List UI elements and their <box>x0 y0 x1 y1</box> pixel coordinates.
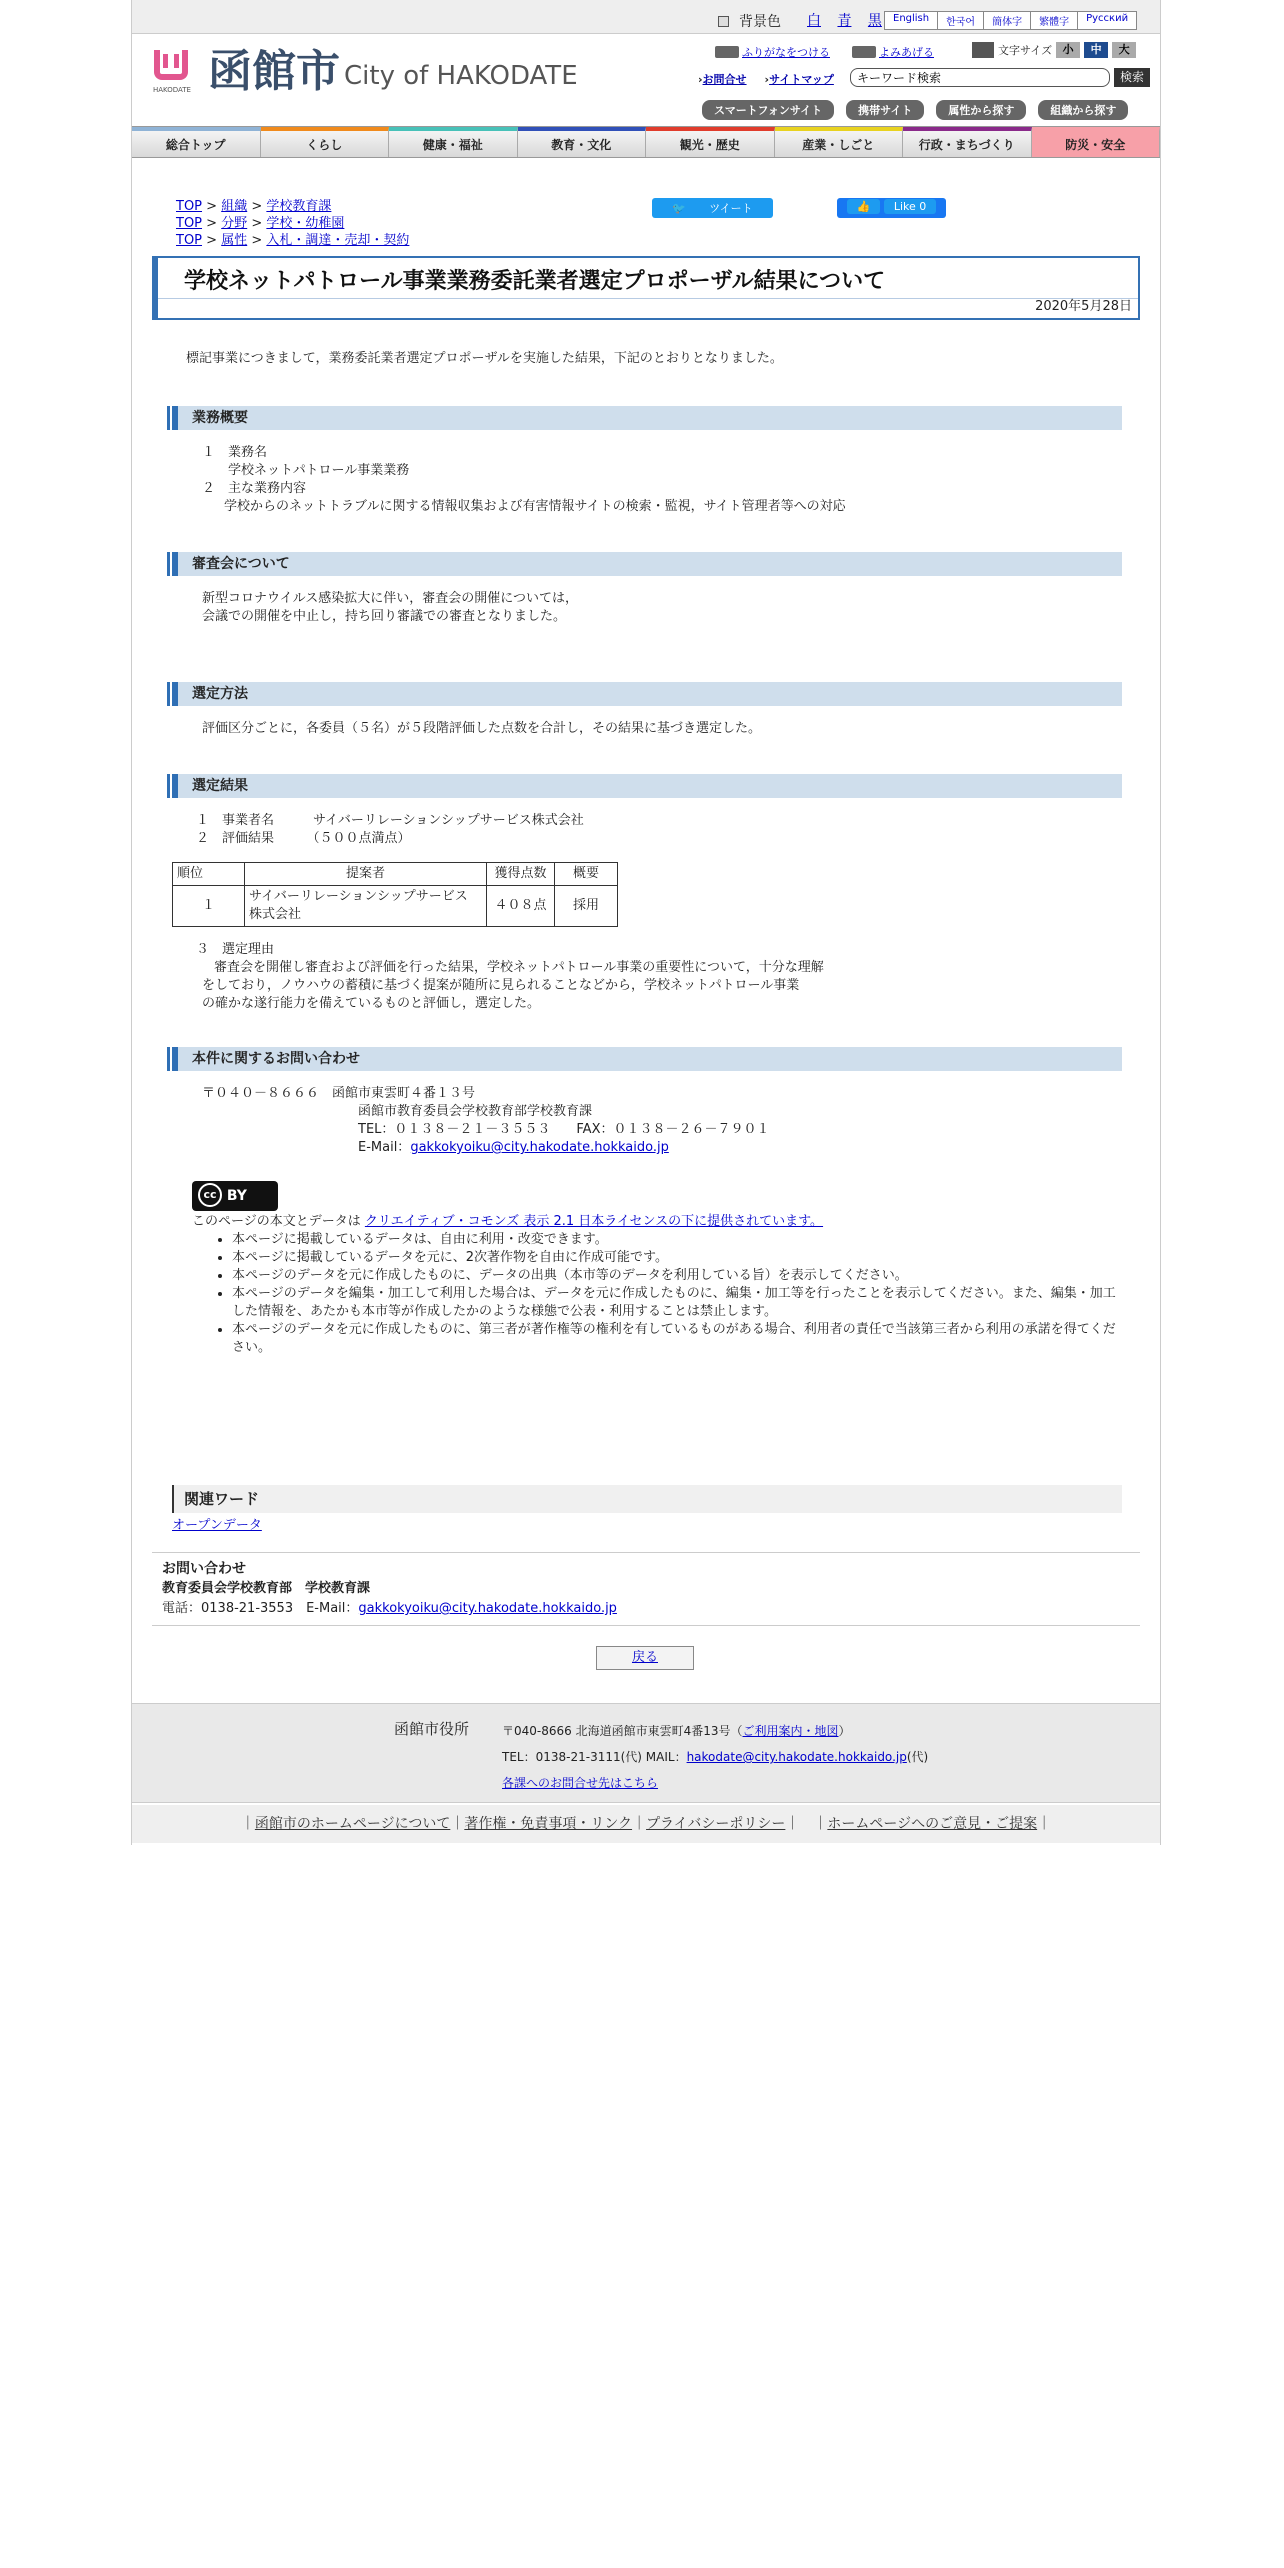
nav-education-culture[interactable]: 教育・文化 <box>518 127 647 157</box>
breadcrumb-top[interactable]: TOP <box>176 233 203 248</box>
font-small-button[interactable]: 小 <box>1056 42 1080 58</box>
furigana-link[interactable]: ふりがなをつける <box>715 44 830 60</box>
site-header <box>132 34 1160 126</box>
furigana-icon <box>715 46 739 58</box>
header-links <box>698 71 834 87</box>
breadcrumb-top[interactable]: TOP <box>176 199 203 214</box>
footer-address: 〒040-8666 北海道函館市東雲町4番13号（ご利用案内・地図） TEL：0138-21-3111(代) MAIL：hakodate@city.hakodate.hokkaido.jp(代) 各課へのお問合せ先はこちら <box>502 1724 929 1790</box>
section-body: 評価区分ごとに，各委員（５名）が５段階評価した点数を合計し，その結果に基づき選定した。 <box>202 721 762 736</box>
contact-link[interactable]: お問合せ <box>702 73 747 86</box>
footer-email-link[interactable]: hakodate@city.hakodate.hokkaido.jp <box>686 1750 907 1764</box>
accessibility-links <box>715 44 934 60</box>
list-item: • 本ページに掲載しているデータを元に、2次著作物を自由に作成可能です。 <box>232 1249 1122 1267</box>
list-item: • 本ページに掲載しているデータは、自由に利用・改変できます。 <box>232 1231 1122 1249</box>
breadcrumb-row: TOP > 分野 > 学校・幼稚園 <box>176 216 345 231</box>
related-words-heading: 関連ワード <box>172 1485 1122 1513</box>
nav-disaster-safety[interactable]: 防災・安全 <box>1032 127 1161 157</box>
smartphone-site-link[interactable]: スマートフォンサイト <box>702 100 834 120</box>
nav-tourism-history[interactable]: 観光・歴史 <box>646 127 775 157</box>
publish-date: 2020年5月28日 <box>1035 299 1132 314</box>
contact-email-link[interactable]: gakkokyoiku@city.hakodate.hokkaido.jp <box>410 1140 669 1155</box>
nav-top[interactable]: 総合トップ <box>132 127 261 157</box>
language-links <box>885 11 1137 30</box>
lang-traditional-chinese[interactable]: 繁體字 <box>1030 11 1078 30</box>
breadcrumb-row: TOP > 属性 > 入札・調達・売却・契約 <box>176 233 410 248</box>
section-body: １ 事業者名 サイバーリレーションシップサービス株式会社 ２ 評価結果 （５００点満点） <box>196 813 584 846</box>
breadcrumb-top[interactable]: TOP <box>176 216 203 231</box>
site-logo[interactable] <box>146 48 578 96</box>
speaker-icon <box>852 46 876 58</box>
breadcrumb-link[interactable]: 入札・調達・売却・契約 <box>266 233 410 248</box>
page-frame <box>131 0 1161 1845</box>
facebook-like-button[interactable]: 👍 Like 0 <box>837 198 947 218</box>
section-heading: 審査会について <box>172 552 1122 576</box>
inquiry-box: お問い合わせ 教育委員会学校教育部 学校教育課 電話：0138-21-3553 E-Mail：gakkokyoiku@city.hakodate.hokkaido.jp <box>152 1552 1140 1626</box>
search-button[interactable]: 検索 <box>1114 68 1150 87</box>
inquiry-email-link[interactable]: gakkokyoiku@city.hakodate.hokkaido.jp <box>358 1601 617 1616</box>
tweet-button[interactable]: 🐦 ツイート <box>652 198 773 218</box>
department-contacts-link[interactable]: 各課へのお問合せ先はこちら <box>502 1776 659 1790</box>
font-size-control: 文字サイズ 小 中 大 <box>972 42 1136 58</box>
cc-terms-list <box>232 1231 1122 1357</box>
list-item: • 本ページのデータを元に作成したものに、データの出典（本市等のデータを利用している旨）を表示してください。 <box>232 1267 1122 1285</box>
palette-icon <box>718 16 729 27</box>
section-heading: 選定結果 <box>172 774 1122 798</box>
cc-license: cc BY このページの本文とデータは クリエイティブ・コモンズ 表示 2.1 日本ライセンスの下に提供されています。 • 本ページに掲載しているデータは、自由に利用・改変できます。 • 本ページに掲載しているデータを元に、2次著作物を自由に作成可能です。 • 本ページのデータを元に作成したものに、データの出典（本市等のデータを利用している旨）を表示してください。 • 本ページのデータを編集・加工して利用した場合は、データを元に作成したものに、編集・加工等を行ったことを表示してください。また、編集・加工した情報を、あたかも本市等が作成したかのような様態で公表・利用することは禁止します。 • 本ページのデータを元に作成したものに、第三者が著作権等の権利を有しているものがある場合、利用者の責任で当該第三者から利用の承諾を得てください。 <box>192 1181 1122 1357</box>
breadcrumb-link[interactable]: 学校・幼稚園 <box>266 216 345 231</box>
about-site-link[interactable]: 函館市のホームページについて <box>254 1816 451 1832</box>
search-by-attribute-link[interactable]: 属性から探す <box>936 100 1026 120</box>
section-heading: 本件に関するお問い合わせ <box>172 1047 1122 1071</box>
site-footer <box>132 1703 1160 1803</box>
breadcrumb-link[interactable]: 組織 <box>221 199 248 214</box>
lang-english[interactable]: English <box>884 11 938 30</box>
page-title-box <box>152 256 1140 320</box>
back-button[interactable]: 戻る <box>596 1646 694 1670</box>
lang-simplified-chinese[interactable]: 簡体字 <box>983 11 1031 30</box>
result-table <box>172 862 618 927</box>
breadcrumb-link[interactable]: 学校教育課 <box>266 199 332 214</box>
feedback-link[interactable]: ホームページへのご意見・ご提案 <box>827 1816 1038 1832</box>
logo-text-jp: 函館市 <box>208 46 340 97</box>
nav-kurashi[interactable]: くらし <box>261 127 390 157</box>
breadcrumb <box>176 198 409 249</box>
list-item: • 本ページのデータを元に作成したものに、第三者が著作権等の権利を有しているものがある場合、利用者の責任で当該第三者から利用の承諾を得てください。 <box>232 1321 1122 1357</box>
site-search <box>850 68 1150 87</box>
sitemap-link[interactable]: サイトマップ <box>769 73 834 86</box>
mobile-site-link[interactable]: 携帯サイト <box>846 100 924 120</box>
section-heading: 選定方法 <box>172 682 1122 706</box>
bg-blue-link[interactable]: 青 <box>837 13 852 29</box>
lang-korean[interactable]: 한국어 <box>937 11 984 30</box>
cc-by-badge-icon[interactable]: cc BY <box>192 1181 278 1211</box>
breadcrumb-link[interactable]: 分野 <box>221 216 248 231</box>
global-nav <box>132 126 1160 158</box>
breadcrumb-row: TOP > 組織 > 学校教育課 <box>176 199 332 214</box>
font-medium-button[interactable]: 中 <box>1084 42 1108 58</box>
article-body <box>172 350 1122 1535</box>
nav-administration[interactable]: 行政・まちづくり <box>903 127 1032 157</box>
footer-org-name: 函館市役所 <box>394 1720 470 1738</box>
search-input[interactable] <box>850 68 1110 87</box>
privacy-policy-link[interactable]: プライバシーポリシー <box>646 1816 786 1832</box>
top-bar <box>132 0 1160 34</box>
twitter-bird-icon: 🐦 <box>662 201 696 216</box>
list-item: • 本ページのデータを編集・加工して利用した場合は、データを元に作成したものに、編集・加工等を行ったことを表示してください。また、編集・加工した情報を、あたかも本市等が作成したかのような様態で公表・利用することは禁止します。 <box>232 1285 1122 1321</box>
open-data-link[interactable]: オープンデータ <box>172 1518 262 1533</box>
bg-color-label: 背景色 <box>718 11 781 31</box>
table-header-row: 順位 提案者 獲得点数 概要 <box>173 863 618 886</box>
font-large-button[interactable]: 大 <box>1112 42 1136 58</box>
intro-text: 標記事業につきまして，業務委託業者選定プロポーザルを実施した結果，下記のとおりとなりました。 <box>186 351 783 366</box>
contact-item: ›お問合せ <box>698 73 747 86</box>
nav-health-welfare[interactable]: 健康・福祉 <box>389 127 518 157</box>
section-body: 新型コロナウイルス感染拡大に伴い，審査会の開催については， 会議での開催を中止し，持ち回り審議での審査となりました。 <box>202 591 578 624</box>
page <box>131 0 1161 2568</box>
breadcrumb-link[interactable]: 属性 <box>221 233 248 248</box>
page-title: 学校ネットパトロール事業業務委託業者選定プロポーザル結果について <box>184 269 886 294</box>
search-by-organization-link[interactable]: 組織から探す <box>1038 100 1128 120</box>
access-map-link[interactable]: ご利用案内・地図 <box>742 1724 839 1738</box>
bg-color-options <box>807 10 894 30</box>
header-pill-links <box>702 100 1128 120</box>
font-size-icon <box>972 42 994 58</box>
sitemap-item: ›サイトマップ <box>764 73 834 86</box>
section-heading: 業務概要 <box>172 406 1122 430</box>
cc-license-link[interactable]: クリエイティブ・コモンズ 表示 2.1 日本ライセンスの下に提供されています。 <box>364 1214 824 1229</box>
lang-russian[interactable]: Русский <box>1077 11 1137 30</box>
logo-text-en: City of HAKODATE <box>344 61 578 91</box>
table-row: １ サイバーリレーションシップサービス 株式会社 ４０８点 採用 <box>173 886 618 927</box>
footer-links: ｜函館市のホームページについて｜著作権・免責事項・リンク｜プライバシーポリシー｜ ｜ホームページへのご意見・ご提案｜ <box>132 1805 1160 1843</box>
thumbs-up-icon: 👍 <box>847 199 881 214</box>
read-aloud-link[interactable]: よみあげる <box>852 44 934 60</box>
bg-black-link[interactable]: 黒 <box>867 13 882 29</box>
copyright-link[interactable]: 著作権・免責事項・リンク <box>464 1816 633 1832</box>
section-body: ３ 選定理由 審査会を開催し審査および評価を行った結果，学校ネットパトロール事業の重要性について，十分な理解 をしており，ノウハウの蓄積に基づく提案が随所に見られることなどから，学校ネットパトロール事業 の確かな遂行能力を備えているものと評価し，選定した。 <box>196 942 824 1011</box>
social-buttons <box>652 198 946 218</box>
bg-white-link[interactable]: 白 <box>807 13 821 29</box>
section-body: １ 業務名 学校ネットパトロール事業業務 ２ 主な業務内容 学校からのネットトラブルに関する情報収集および有害情報サイトの検索・監視，サイト管理者等への対応 <box>202 445 846 514</box>
contact-details: 〒０４０－８６６６ 函館市東雲町４番１３号 函館市教育委員会学校教育部学校教育課 TEL：０１３８－２１－３５５３ FAX：０１３８－２６－７９０１ E-Mail：gakkokyoiku@city.hakodate.hokkaido.jp <box>202 1086 770 1155</box>
nav-industry-work[interactable]: 産業・しごと <box>775 127 904 157</box>
city-emblem-icon: HAKODATE <box>146 48 198 96</box>
